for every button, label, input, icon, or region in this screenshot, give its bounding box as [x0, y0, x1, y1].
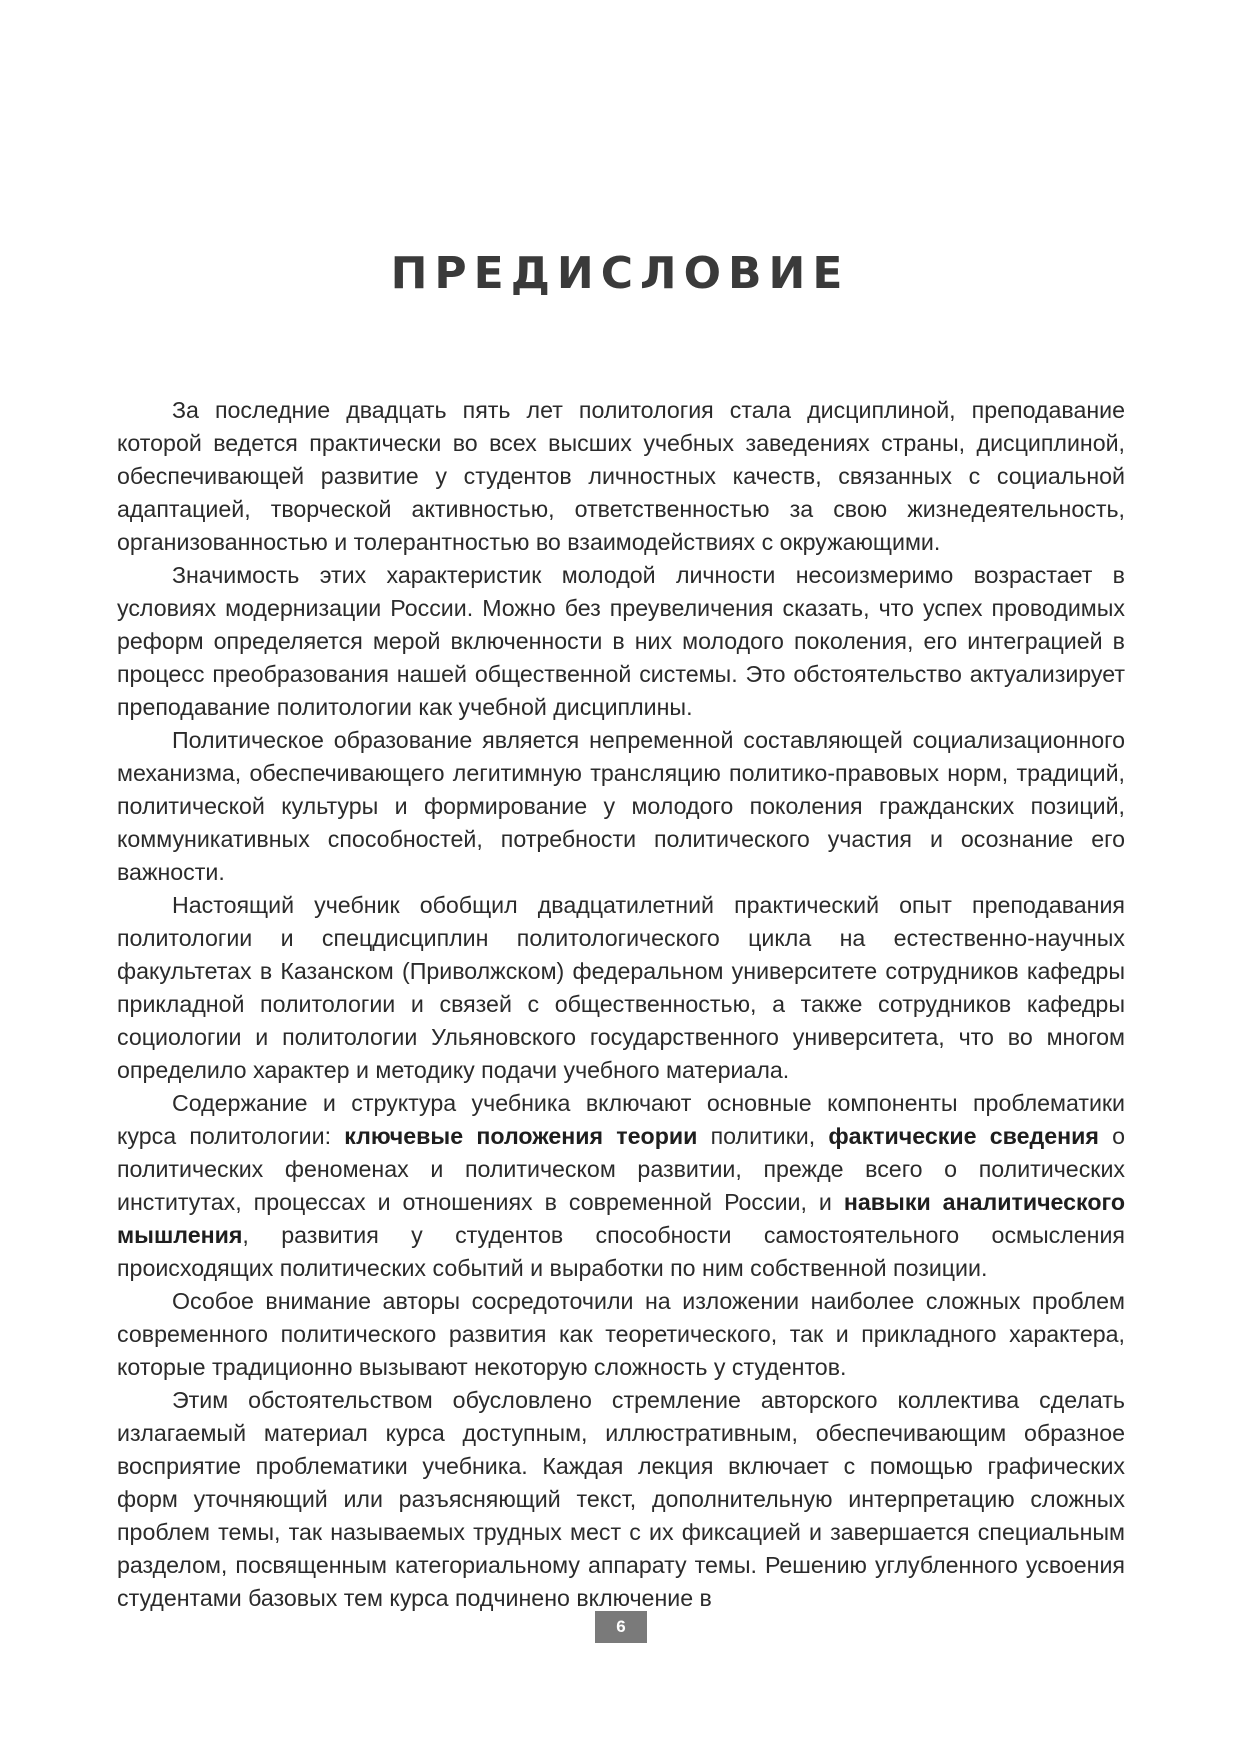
paragraph-text: За последние двадцать пять лет политология стала дисциплиной, преподавание которой ведется практически во всех высших учебных заведениях страны, дисциплиной, обеспечивающей развитие у студентов личностных качеств, связанных с социальной адаптацией, творческой активностью, ответственностью за свою жизнедеятельность, организованностью и толерантностью во взаимодействиях с окружающими. [117, 397, 1125, 555]
paragraph-text: политики, [697, 1123, 829, 1149]
emphasis-text: фактические сведения [828, 1123, 1099, 1149]
page-title: ПРЕДИСЛОВИЕ [390, 248, 850, 299]
paragraph-text: Значимость этих характеристик молодой личности несоизмеримо возрастает в условиях модернизации России. Можно без преувеличения сказать, что успех проводимых реформ определяется мерой включенности в них молодого поколения, его интеграцией в процесс преобразования нашей общественной системы. Это обстоятельство актуализирует преподавание политологии как учебной дисциплины. [117, 562, 1125, 720]
paragraph-text: Политическое образование является непременной составляющей социализационного механизма, обеспечивающего легитимную трансляцию политико-правовых норм, традиций, политической культуры и формирование у молодого поколения гражданских позиций, коммуникативных способностей, потребности политического участия и осознание его важности. [117, 727, 1125, 885]
paragraph-text: Содержание и структура учебника включают основные компоненты проблематики курса политологии: [117, 1090, 1125, 1149]
paragraph-text: , развития у студентов способности самостоятельного осмысления происходящих политических событий и выработки по ним собственной позиции. [117, 1222, 1125, 1281]
paragraph-text: Этим обстоятельством обусловлено стремление авторского коллектива сделать излагаемый материал курса доступным, иллюстративным, обеспечивающим образное восприятие проблематики учебника. Каждая лекция включает с помощью графических форм уточняющий или разъясняющий текст, дополнительную интерпретацию сложных проблем темы, так называемых трудных мест с их фиксацией и завершается специальным разделом, посвященным категориальному аппарату темы. Решению углубленного усвоения студентами базовых тем курса подчинено включение в [117, 1387, 1125, 1611]
paragraph [117, 889, 1125, 1087]
emphasis-text: навыки аналитического мышления [117, 1189, 1125, 1248]
paragraph-text: Особое внимание авторы сосредоточили на изложении наиболее сложных проблем современного политического развития как теоретического, так и прикладного характера, которые традиционно вызывают некоторую сложность у студентов. [117, 1288, 1125, 1380]
paragraph [117, 394, 1125, 559]
preface-body [117, 394, 1125, 1615]
paragraph-text: Настоящий учебник обобщил двадцатилетний практический опыт преподавания политологии и спецдисциплин политологического цикла на естественно-научных факультетах в Казанском (Приволжском) федеральном университете сотрудников кафедры прикладной политологии и связей с общественностью, а также сотрудников кафедры социологии и политологии Ульяновского государственного университета, что во многом определило характер и методику подачи учебного материала. [117, 892, 1125, 1083]
paragraph [117, 1087, 1125, 1285]
paragraph [117, 724, 1125, 889]
paragraph [117, 1384, 1125, 1615]
paragraph-text: о политических феноменах и политическом развитии, прежде всего о политических институтах, процессах и отношениях в современной России, и [117, 1123, 1126, 1215]
paragraph [117, 1285, 1125, 1384]
paragraph [117, 559, 1125, 724]
page-number: 6 [595, 1611, 647, 1643]
emphasis-text: ключевые положения теории [344, 1123, 698, 1149]
